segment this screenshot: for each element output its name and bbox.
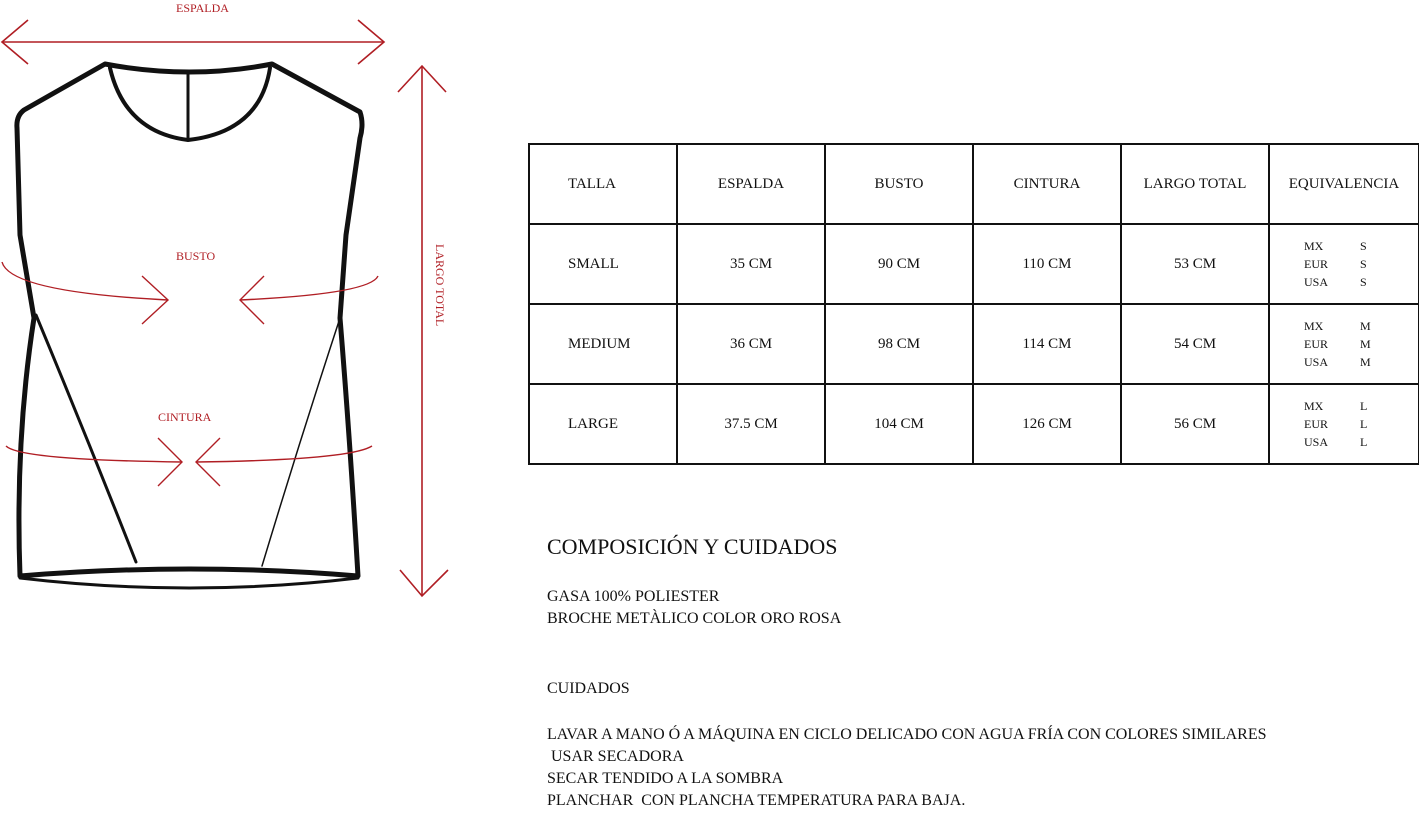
care-subtitle: CUIDADOS	[547, 680, 630, 697]
header-equivalencia: EQUIVALENCIA	[1269, 144, 1419, 224]
equiv-region: USA	[1304, 435, 1329, 449]
largo-cell: 53 CM	[1121, 224, 1269, 304]
equiv-region: EUR	[1304, 257, 1328, 271]
cintura-cell: 126 CM	[973, 384, 1121, 464]
largo-total-label: LARGO TOTAL	[433, 244, 447, 327]
equiv-region: MX	[1304, 239, 1324, 253]
espalda-label: ESPALDA	[176, 1, 229, 15]
espalda-arrow	[2, 20, 384, 64]
equiv-region: EUR	[1304, 417, 1328, 431]
largo-cell: 54 CM	[1121, 304, 1269, 384]
busto-cell: 90 CM	[825, 224, 973, 304]
garment-diagram	[0, 0, 480, 620]
care-instruction: SECAR TENDIDO A LA SOMBRA	[547, 770, 784, 787]
equiv-size: L	[1360, 417, 1368, 431]
size-table	[528, 143, 1419, 465]
cintura-arrows	[6, 438, 372, 486]
equiv-region: MX	[1304, 399, 1324, 413]
cintura-label: CINTURA	[158, 410, 212, 424]
care-section	[547, 534, 1266, 812]
care-title: COMPOSICIÓN Y CUIDADOS	[547, 534, 838, 559]
equiv-region: USA	[1304, 275, 1329, 289]
talla-cell: MEDIUM	[529, 304, 677, 384]
equiv-size: L	[1360, 435, 1368, 449]
equiv-size: S	[1360, 239, 1367, 253]
talla-cell: LARGE	[529, 384, 677, 464]
table-row	[529, 304, 1419, 384]
busto-cell: 104 CM	[825, 384, 973, 464]
equivalencia-cell	[1269, 304, 1419, 384]
equivalencia-cell	[1269, 384, 1419, 464]
equiv-size: L	[1360, 399, 1368, 413]
care-instruction: LAVAR A MANO Ó A MÁQUINA EN CICLO DELICADO CON AGUA FRÍA CON COLORES SIMILARES	[547, 726, 1267, 743]
equiv-size: S	[1360, 275, 1367, 289]
table-header-row	[529, 144, 1419, 224]
busto-arrows	[2, 262, 378, 324]
busto-label: BUSTO	[176, 249, 216, 263]
espalda-cell: 36 CM	[677, 304, 825, 384]
equiv-region: EUR	[1304, 337, 1328, 351]
largo-cell: 56 CM	[1121, 384, 1269, 464]
composition-line: BROCHE METÀLICO COLOR ORO ROSA	[547, 610, 842, 627]
composition-line: GASA 100% POLIESTER	[547, 588, 720, 605]
table-row	[529, 384, 1419, 464]
care-instruction: USAR SECADORA	[547, 748, 684, 765]
header-cintura: CINTURA	[973, 144, 1121, 224]
table-row	[529, 224, 1419, 304]
equivalencia-cell	[1269, 224, 1419, 304]
header-espalda: ESPALDA	[677, 144, 825, 224]
busto-cell: 98 CM	[825, 304, 973, 384]
garment-outline	[17, 64, 362, 588]
cintura-cell: 114 CM	[973, 304, 1121, 384]
cintura-cell: 110 CM	[973, 224, 1121, 304]
largo-total-arrow	[398, 66, 448, 596]
care-instruction: PLANCHAR CON PLANCHA TEMPERATURA PARA BAJA.	[547, 792, 966, 809]
header-talla: TALLA	[529, 144, 677, 224]
espalda-cell: 37.5 CM	[677, 384, 825, 464]
header-largo-total: LARGO TOTAL	[1121, 144, 1269, 224]
equiv-region: MX	[1304, 319, 1324, 333]
header-busto: BUSTO	[825, 144, 973, 224]
equiv-region: USA	[1304, 355, 1329, 369]
talla-cell: SMALL	[529, 224, 677, 304]
equiv-size: M	[1360, 337, 1371, 351]
equiv-size: S	[1360, 257, 1367, 271]
equiv-size: M	[1360, 319, 1371, 333]
espalda-cell: 35 CM	[677, 224, 825, 304]
equiv-size: M	[1360, 355, 1371, 369]
